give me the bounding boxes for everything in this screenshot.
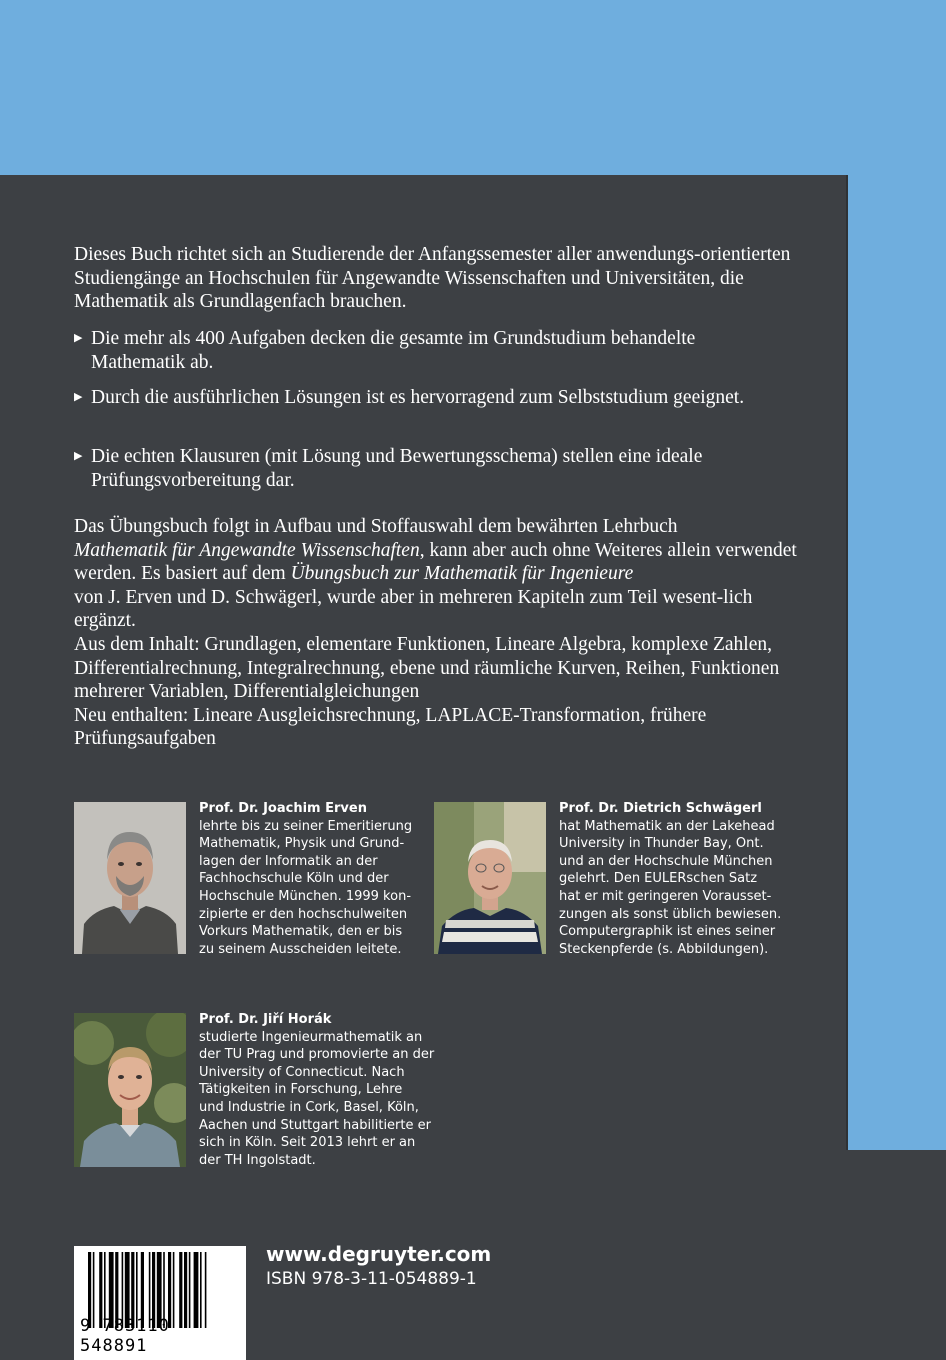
isbn-barcode (74, 1246, 246, 1360)
textbook-title: Mathematik für Angewandte Wissenschaften (74, 539, 420, 561)
panel-edge (846, 175, 848, 1150)
author-bio-text: studierte Ingenieurmathematik an der TU Prag und promovierte an der University of Connecticut. Nach Tätigkeiten in Forschung, Lehre und Industrie in Cork, Basel, Köln, Aachen und Stuttgart habilitierte er sich in Köln. Seit 2013 lehrt er an der TH Ingolstadt. (199, 1029, 435, 1168)
author-photo-horak (74, 1013, 186, 1167)
author-bio-schwaegerl (559, 800, 821, 958)
author-bio-horak (199, 1011, 461, 1169)
bullet-text: Die echten Klausuren (mit Lösung und Bewertungsschema) stellen eine ideale Prüfungsvorbereitung dar. (91, 446, 703, 491)
author-bio-erven (199, 800, 439, 958)
new-content-paragraph: Neu enthalten: Lineare Ausgleichsrechnung, LAPLACE-Transformation, frühere Prüfungsaufgaben (74, 704, 707, 750)
description-paragraph: Das Übungsbuch folgt in Aufbau und Stoffauswahl dem bewährten Lehrbuch Mathematik für Angewandte Wissenschaften, kann aber auch ohne Weiteres allein verwendet werden. Es basiert auf dem Übungsbuch zur Mathematik für Ingenieure von J. Erven und D. Schwägerl, wurde aber in mehreren Kapiteln zum Teil wesent-lich ergänzt. (74, 516, 797, 632)
feature-bullet (74, 445, 794, 492)
isbn-number: ISBN 978-3-11-054889-1 (266, 1269, 477, 1289)
author-name: Prof. Dr. Joachim Erven (199, 801, 367, 816)
description-block (74, 515, 804, 751)
bullet-arrow-icon: ▶ (74, 391, 83, 403)
bullet-text: Durch die ausführlichen Lösungen ist es hervorragend zum Selbststudium geeignet. (91, 387, 745, 408)
author-photo-erven (74, 802, 186, 954)
bullet-text: Die mehr als 400 Aufgaben decken die gesamte im Grundstudium behandelte Mathematik ab. (91, 328, 696, 373)
bullet-arrow-icon: ▶ (74, 332, 83, 344)
bullet-arrow-icon: ▶ (74, 450, 83, 462)
author-name: Prof. Dr. Dietrich Schwägerl (559, 801, 762, 816)
source-book-title: Übungsbuch zur Mathematik für Ingenieure (290, 563, 634, 585)
contents-paragraph: Aus dem Inhalt: Grundlagen, elementare Funktionen, Lineare Algebra, komplexe Zahlen, Differentialrechnung, Integralrechnung, ebene und räumliche Kurven, Reihen, Funktionen mehrerer Variablen, Differentialgleichungen (74, 633, 780, 703)
author-bio-text: hat Mathematik an der Lakehead University in Thunder Bay, Ont. und an der Hochschule München gelehrt. Den EULERschen Satz hat er mit geringeren Vorausset- zungen als sonst üblich bewiesen. Computergraphik ist eines seiner Steckenpferde (s. Abbildungen). (559, 818, 782, 957)
feature-bullet (74, 327, 794, 374)
feature-bullet (74, 386, 794, 410)
publisher-website[interactable]: www.degruyter.com (266, 1242, 492, 1266)
author-name: Prof. Dr. Jiří Horák (199, 1012, 332, 1027)
intro-paragraph: Dieses Buch richtet sich an Studierende der Anfangssemester aller anwendungs-orientierten Studiengänge an Hochschulen für Angewandte Wissenschaften und Universitäten, die Mathematik als Grundlagenfach brauchen. (74, 244, 791, 313)
spine-strip (848, 1150, 946, 1360)
author-bio-text: lehrte bis zu seiner Emeritierung Mathematik, Physik und Grund- lagen der Informatik an der Fachhochschule Köln und der Hochschule München. 1999 kon- zipierte er den hochschulweiten Vorkurs Mathematik, den er bis zu seinem Ausscheiden leitete. (199, 818, 413, 957)
barcode-digits: 9 783110 548891 (80, 1316, 170, 1356)
author-photo-schwaegerl (434, 802, 546, 954)
